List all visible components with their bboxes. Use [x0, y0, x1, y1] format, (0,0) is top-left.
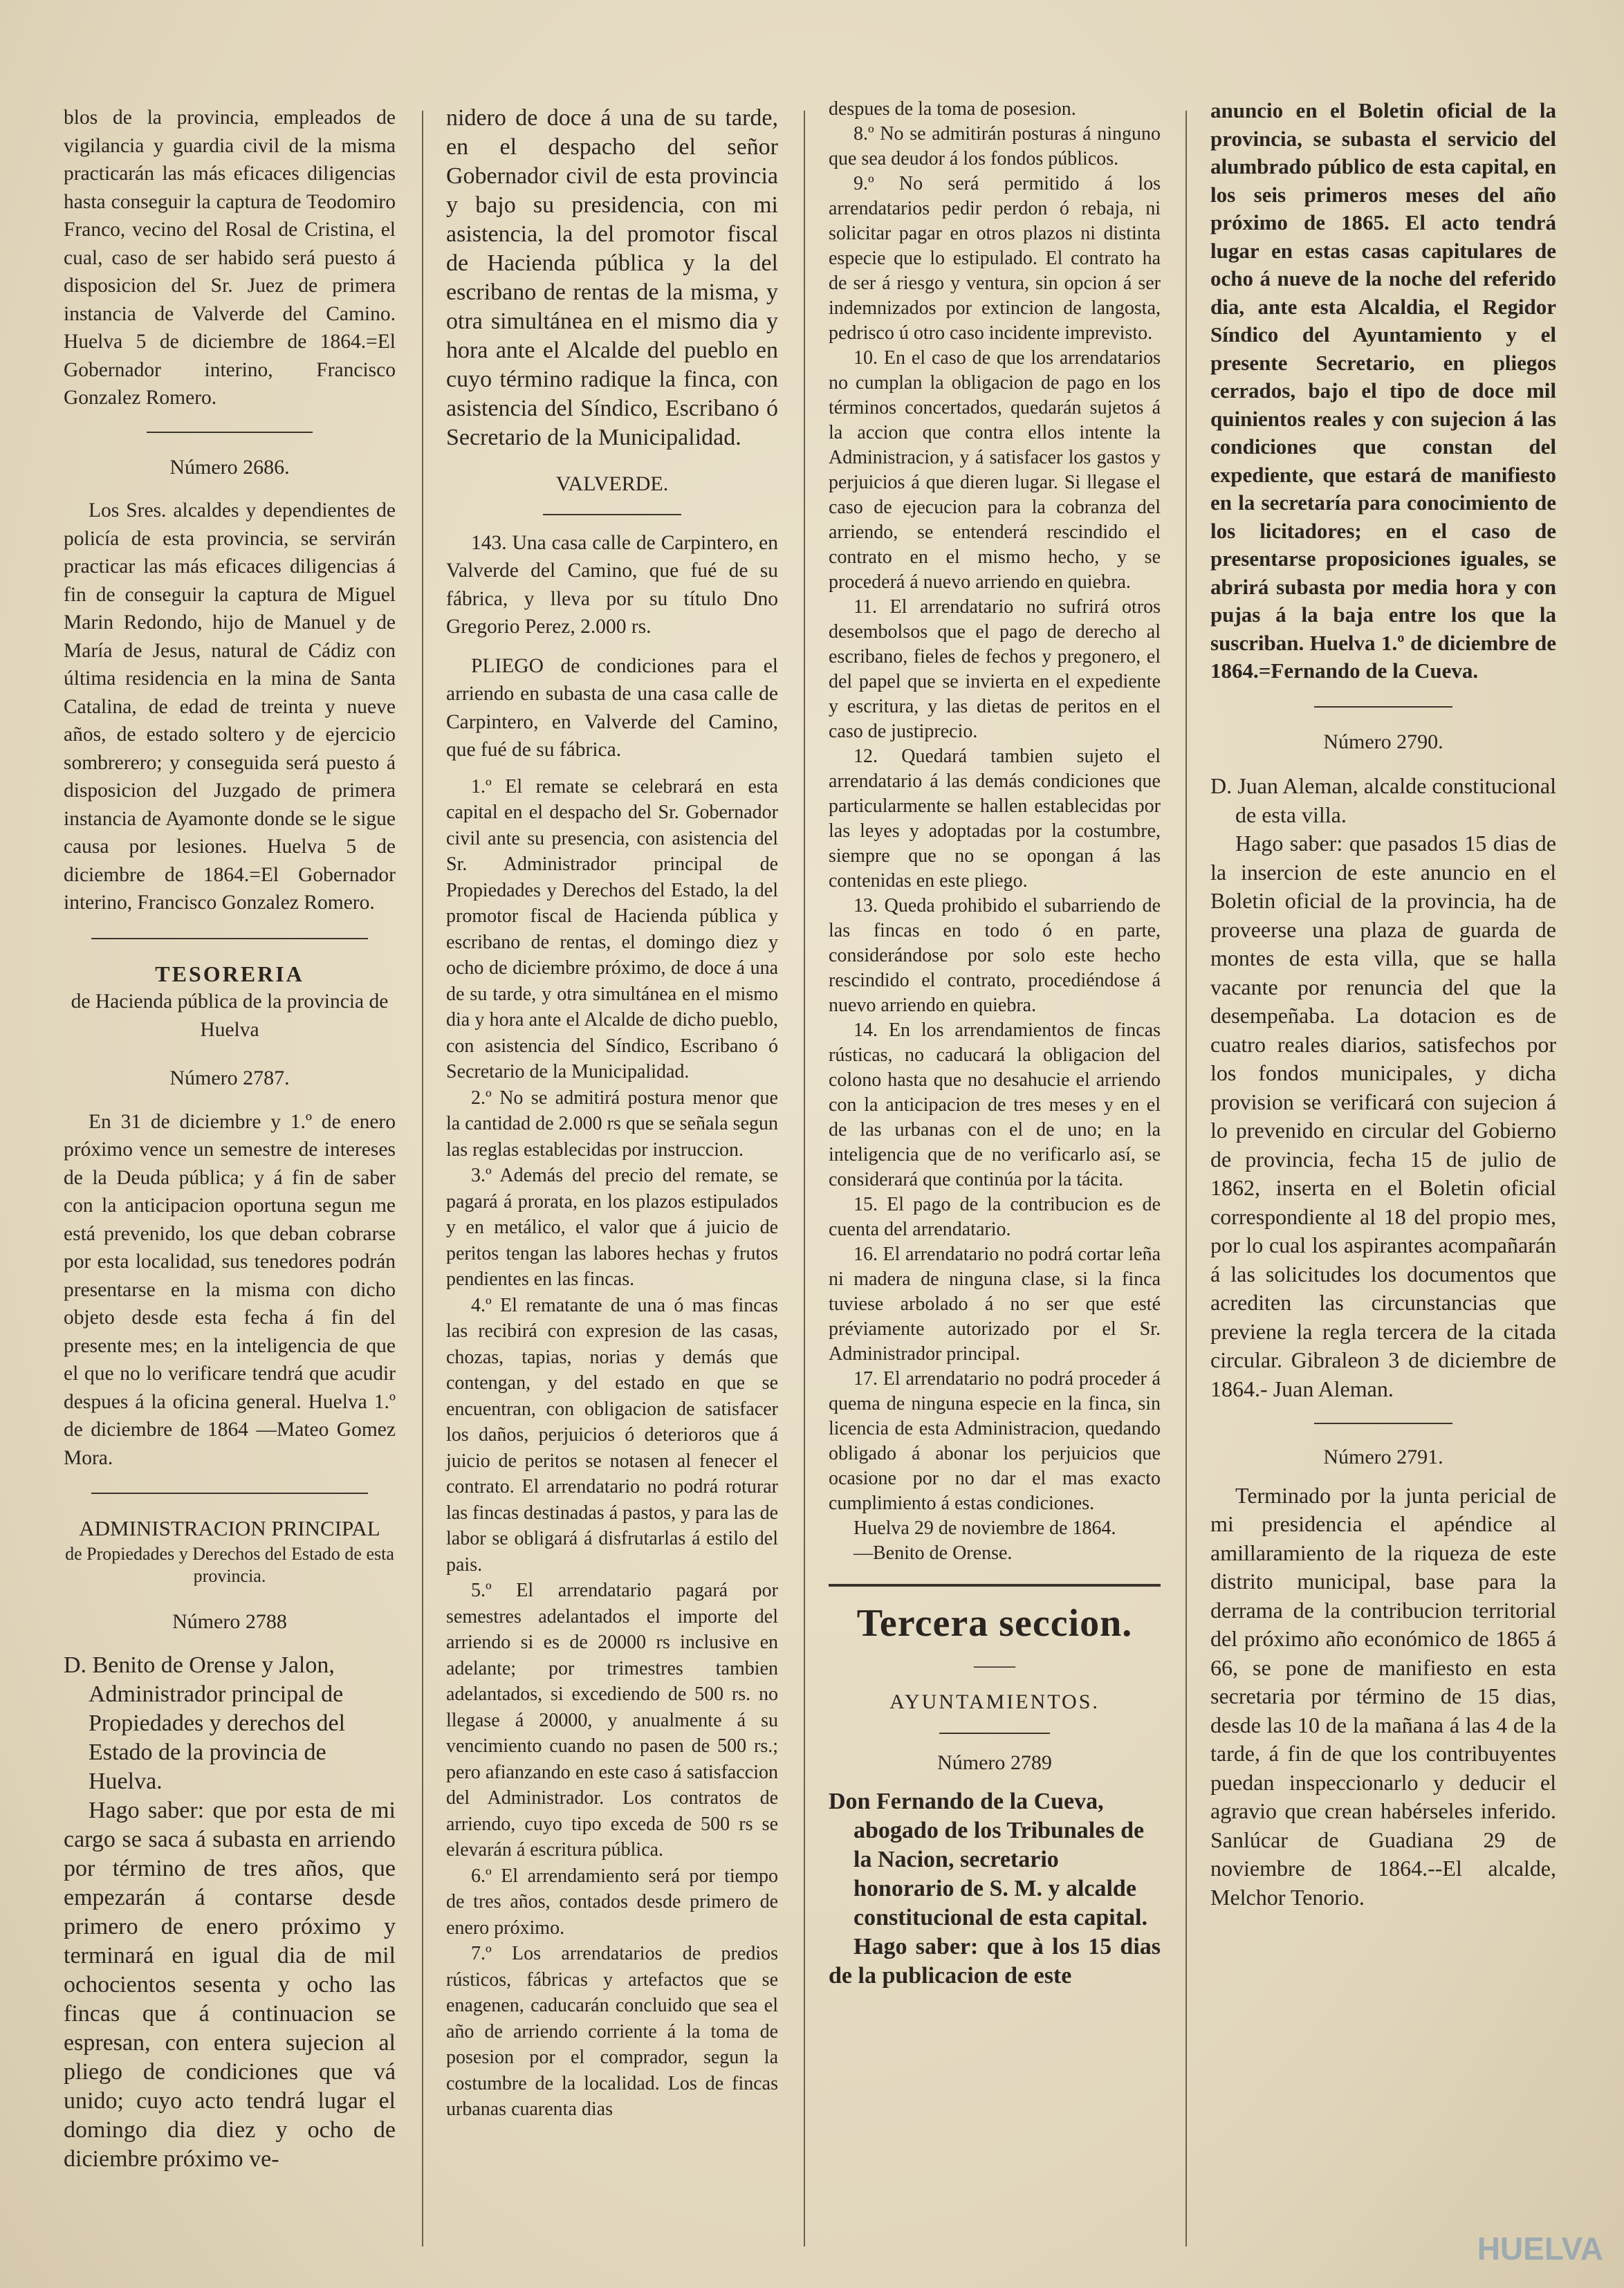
condition-item: 17. El arrendatario no podrá proceder á quema de ninguna especie en la finca, sin licencia de esta Administracion, quedando obligado á abonar los perjuicios que ocasione por no dar el mas exacto cumplimiento á estas condiciones. [829, 1368, 1161, 1514]
notice-number: Número 2791. [1323, 1446, 1443, 1468]
condition-item: 2.º No se admitirá postura menor que la cantidad de 2.000 rs que se señala segun las reglas establecidas por instruccion. [446, 1087, 778, 1161]
condition-item: 8.º No se admitirán posturas á ninguno que sea deudor á los fondos públicos. [829, 123, 1161, 169]
official-name: D. Benito de Orense y Jalon, Administrador principal de Propiedades y derechos del Estado de la provincia de Huelva. [64, 1652, 346, 1794]
column-1 [64, 104, 396, 2260]
notice-paragraph: anuncio en el Boletin oficial de la provincia, se subasta el servicio del alumbrado público de esta capital, en los seis primeros meses del año próximo de 1865. El acto tendrá lugar en estas casas capitulares de ocho á nueve de la noche del referido dia, ante esta Alcaldia, el Regidor Síndico del Ayuntamiento y el presente Secretario, en pliegos cerrados, bajo el tipo de doce mil quinientos reales y con sujecion á las condiciones que constan del expediente, que estará de manifiesto en la secretaría para conocimiento de los licitadores; en el caso de presentarse proposiciones iguales, se abrirá subasta por media hora y con pujas á la baja entre los que la suscriban. Huelva 1.º de diciembre de 1864.=Fernando de la Cueva. [1210, 98, 1556, 683]
property-listing: 143. Una casa calle de Carpintero, en Valverde del Camino, que fué de su fábrica, y lleva por su título Dno Gregorio Perez, 2.000 rs. [446, 531, 778, 638]
column-divider [1185, 111, 1187, 2247]
condition-item: 15. El pago de la contribucion es de cuenta del arrendatario. [829, 1194, 1161, 1240]
condition-item: 13. Queda prohibido el subarriendo de las fincas en todo ó en parte, considerándose por solo este hecho rescindido el contrato, procediéndose á nuevo arriendo en quiebra. [829, 895, 1161, 1016]
divider [147, 432, 313, 433]
section-heading: AYUNTAMIENTOS. [889, 1690, 1100, 1713]
condition-item: 12. Quedará tambien sujeto el arrendatario á las demás condiciones que particularmente se hallen establecidas por las leyes y adoptadas por la costumbre, siempre que no se opongan á las contenidas en este pliego. [829, 746, 1161, 892]
condition-item: 6.º El arrendamiento será por tiempo de tres años, contados desde primero de enero próximo. [446, 1865, 778, 1939]
notice-paragraph: blos de la provincia, empleados de vigilancia y guardia civil de la misma practicarán las más eficaces diligencias hasta conseguir la captura de Teodomiro Franco, vecino del Rosal de Cristina, el cual, caso de ser habido será puesto á disposicion del Sr. Juez de primera instancia de Valverde del Camino. Huelva 5 de diciembre de 1864.=El Gobernador interino, Francisco Gonzalez Romero. [64, 107, 396, 409]
notice-paragraph: Los Sres. alcaldes y dependientes de policía de esta provincia, se servirán practicar las más eficaces diligencias á fin de conseguir la captura de Miguel Marin Redondo, hijo de Manuel y de María de Jesus, natural de Cádiz con última residencia en la mina de Santa Catalina, de edad de treinta y nueve años, de estado soltero y de ejercicio sombrerero; y conseguida será puesto á disposicion del Juzgado de primera instancia de Ayamonte donde se le sigue causa por lesiones. Huelva 5 de diciembre de 1864.=El Gobernador interino, Francisco Gonzalez Romero. [64, 499, 396, 914]
divider [543, 514, 681, 515]
column-divider [804, 111, 805, 2247]
conditions-title: PLIEGO de condiciones para el arriendo en subasta de una casa calle de Carpintero, en Valverde del Camino, que fué de su fábrica. [446, 654, 778, 761]
column-divider [422, 111, 423, 2247]
condition-item: 4.º El rematante de una ó mas fincas las recibirá con expresion de las casas, chozas, tapias, norias y demás que contengan, y del estado en que se encuentran, con obligacion de satisfacer los daños, perjuicios ó deterioros que á juicio de peritos se notasen al fenecer el contrato. El arrendatario no podrá roturar las fincas destinadas á pastos, y para las de labor se obligará á disfrutarlas á estilo del pais. [446, 1294, 778, 1576]
date-line: Huelva 29 de noviembre de 1864. [853, 1517, 1116, 1539]
notice-paragraph: Hago saber: que à los 15 dias de la publicacion de este [829, 1933, 1161, 1989]
condition-item: 1.º El remate se celebrará en esta capital en el despacho del Sr. Gobernador civil ante su presencia, con asistencia del Sr. Administrador principal de Propiedades y Derechos del Estado, la del promotor fiscal de Hacienda pública y escribano de rentas, el domingo diez y ocho de diciembre próximo, de doce á una de su tarde, y otra simultánea en el mismo dia y hora ante el Alcalde de dicho pueblo, con asistencia del Síndico, Escribano ó Secretario de la Municipalidad. [446, 775, 778, 1082]
divider [829, 1584, 1161, 1587]
column-2 [446, 104, 778, 2260]
column-3 [829, 97, 1161, 2260]
divider [1314, 706, 1452, 708]
official-name: D. Juan Aleman, alcalde constitucional de esta villa. [1210, 773, 1556, 827]
notice-number: Número 2788 [172, 1609, 287, 1633]
official-name: Don Fernando de la Cueva, abogado de los Tribunales de la Nacion, secretario honorario de S. M. y alcalde constitucional de esta capital. [829, 1788, 1147, 1930]
notice-paragraph: Hago saber: que por esta de mi cargo se saca á subasta en arriendo por término de tres años, que empezarán á contarse desde primero de enero próximo y terminará en igual dia de mil ochocientos sesenta y ocho las fincas que á continuacion se espresan, con entera sujecion al pliego de condiciones que vá unido; cuyo acto tendrá lugar el domingo dia diez y ocho de diciembre próximo ve- [64, 1798, 396, 2172]
notice-paragraph: nidero de doce á una de su tarde, en el despacho del señor Gobernador civil de esta provincia y bajo su presidencia, con mi asistencia, la del promotor fiscal de Hacienda pública y la del escribano de rentas de la misma, y otra simultánea en el mismo dia y hora ante el Alcalde del pueblo en cuyo término radique la finca, con asistencia del Síndico, Escribano ó Secretario de la Municipalidad. [446, 105, 778, 450]
column-4 [1210, 97, 1556, 2260]
condition-item: despues de la toma de posesion. [829, 98, 1076, 120]
notice-paragraph: En 31 de diciembre y 1.º de enero próximo vence un semestre de intereses de la Deuda pública; y á fin de saber con la anticipacion oportuna segun me está prevenido, los que deban cobrarse por esta localidad, sus tenedores podrán presentarse en la misma con dicho objeto desde esta fecha á fin del presente mes; en la inteligencia de que el que no lo verificare tendrá que acudir despues á la oficina general. Huelva 1.º de diciembre de 1864 —Mateo Gomez Mora. [64, 1110, 396, 1469]
dash-rule: —— [974, 1654, 1015, 1677]
condition-item: 10. En el caso de que los arrendatarios no cumplan la obligacion de pago en los términos concertados, quedarán sujetos á la accion que contra ellos intente la Administracion, y á satisfacer los gastos y perjuicios á que dieren lugar. Si llegase el caso de ejecucion para la cobranza del arriendo, se entenderá rescindido el contrato en el mismo hecho, y se procederá á nuevo arriendo en quiebra. [829, 347, 1161, 593]
section-heading: TESORERIA [155, 961, 304, 986]
divider [91, 938, 368, 939]
divider [1314, 1423, 1452, 1424]
section-title: Tercera seccion. [856, 1602, 1133, 1645]
condition-item: 11. El arrendatario no sufrirá otros desembolsos que el pago de derecho al escribano, fieles de fechos y pregonero, el del papel que se invierta en el expediente y escritura, y las dietas de peritos en el caso de justiprecio. [829, 596, 1161, 742]
town-heading: VALVERDE. [555, 472, 669, 495]
notice-number: Número 2789 [937, 1751, 1052, 1774]
section-subheading: de Propiedades y Derechos del Estado de esta provincia. [65, 1543, 394, 1586]
condition-item: 7.º Los arrendatarios de predios rústicos, fábricas y artefactos que se enagenen, caducarán concluido que sea el año de arriendo corriente á la toma de posesion por el comprador, segun la costumbre de la localidad. Los de fincas urbanas cuarenta dias [446, 1943, 778, 2120]
notice-number: Número 2790. [1323, 730, 1443, 753]
watermark-logo: HUELVA [1477, 2231, 1603, 2267]
notice-number: Número 2787. [169, 1067, 290, 1089]
condition-item: 5.º El arrendatario pagará por semestres adelantados el importe del arriendo si es de 20000 rs inclusive en adelante; por trimestres tambien adelantados, si excediendo de 500 rs. no llegase á 20000, y anualmente á su vencimiento cuando no pasen de 500 rs.; pero afianzando en este caso á satisfaccion del Administrador. Los contratos de arriendo, cuyo tipo exceda de 500 rs se elevarán á escritura pública. [446, 1580, 778, 1861]
divider [939, 1733, 1050, 1734]
notice-paragraph: Hago saber: que pasados 15 dias de la insercion de este anuncio en el Boletin oficial de la provincia, ha de proveerse una plaza de guarda de montes de esta villa, que se halla vacante por renuncia del que la desempeñaba. La dotacion es de cuatro reales diarios, satisfechos por los fondos municipales, y dicha provision se verificará con sujecion á lo prevenido en circular del Gobierno de provincia, fecha 15 de julio de 1862, inserta en el Boletin oficial correspondiente al 18 del propio mes, por lo cual los aspirantes acompañarán á las solicitudes los documentos que acrediten las circunstancias que previene la regla tercera de la citada circular. Gibraleon 3 de diciembre de 1864.- Juan Aleman. [1210, 831, 1556, 1401]
condition-item: 9.º No será permitido á los arrendatarios pedir perdon ó rebaja, ni solicitar pagar en otros plazos ni distinta especie que lo estipulado. El contrato ha de ser á riesgo y ventura, sin opcion á ser indemnizados por extincion de langosta, pedrisco ú otro caso incidente imprevisto. [829, 173, 1161, 344]
condition-item: 16. El arrendatario no podrá cortar leña ni madera de ninguna clase, si la finca tuviese arbolado á no ser que esté préviamente autorizado por el Sr. Administrador principal. [829, 1244, 1161, 1365]
condition-item: 14. En los arrendamientos de fincas rústicas, no caducará la obligacion del colono hasta que no desahucie el arriendo con la anticipacion de tres meses y en el de las urbanas con el de uno; en la inteligencia que de no verificarlo así, se considerará que continúa por la tácita. [829, 1020, 1161, 1190]
signature: —Benito de Orense. [853, 1542, 1013, 1564]
notice-paragraph: Terminado por la junta pericial de mi presidencia el apéndice al amillaramiento de la riqueza de este distrito municipal, base para la derrama de la contribucion territorial del próximo año económico de 1865 á 66, se pone de manifiesto en esta secretaria por término de 15 dias, desde las 10 de la mañana á las 4 de la tarde, á fin de que los contribuyentes puedan inspeccionarlo y deducir el agravio que crean habérseles inferido. Sanlúcar de Guadiana 29 de noviembre de 1864.--El alcalde, Melchor Tenorio. [1210, 1482, 1556, 1910]
divider [91, 1493, 368, 1494]
section-subheading: de Hacienda pública de la provincia de Huelva [71, 990, 389, 1041]
section-heading: ADMINISTRACION PRINCIPAL [79, 1516, 380, 1540]
notice-number: Número 2686. [169, 455, 290, 479]
condition-item: 3.º Además del precio del remate, se pagará á prorata, en los plazos estipulados y en metálico, el valor que á juicio de peritos tengan las labores hechas y frutos pendientes en las fincas. [446, 1165, 778, 1290]
